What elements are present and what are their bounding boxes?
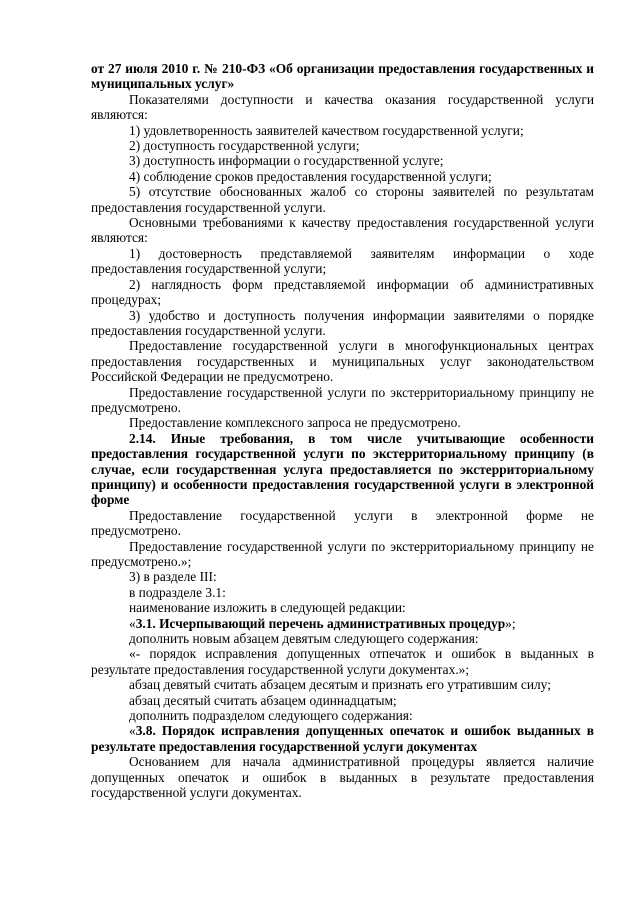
paragraph: Предоставление государственной услуги по экстерриториальному принципу не предусмотрено. [91, 384, 594, 415]
paragraph: 3) доступность информации о государственной услуге; [129, 153, 444, 169]
paragraph: абзац девятый считать абзацем десятым и признать его утратившим силу; [129, 677, 551, 693]
paragraph [91, 616, 594, 631]
paragraph: от 27 июля 2010 г. № 210-ФЗ «Об организации предоставления государственных и муниципальных услуг» [91, 61, 594, 92]
paragraph: 5) отсутствие обоснованных жалоб со стороны заявителей по результатам предоставления государственной услуги. [91, 184, 594, 215]
paragraph: 4) соблюдение сроков предоставления государственной услуги; [129, 168, 492, 184]
paragraph: в подразделе 3.1: [129, 584, 226, 600]
paragraph: 2) наглядность форм представляемой информации об административных процедурах; [91, 276, 594, 308]
paragraph: 1) удовлетворенность заявителей качеством государственной услуги; [129, 122, 524, 138]
document-body [91, 61, 594, 801]
paragraph: «- порядок исправления допущенных отпечаток и ошибок в выданных в результате предоставления государственной услуги документах.»; [91, 646, 594, 677]
paragraph: Основанием для начала административной процедуры является наличие допущенных опечаток и ошибок в выданных в результате предоставления государственной услуги документах. [91, 754, 594, 801]
paragraph: дополнить новым абзацем девятым следующего содержания: [129, 631, 479, 647]
paragraph: 2.14. Иные требования, в том числе учитывающие особенности предоставления государственной услуги по экстерриториальному принципу (в случае, если государственная услуга предоставляется по экстерриториальному принципу) и особенности предоставления государственной услуги в электронной форме [91, 430, 594, 508]
text-run: »; [505, 615, 516, 631]
paragraph: Предоставление комплексного запроса не предусмотрено. [129, 415, 461, 431]
paragraph: дополнить подразделом следующего содержания: [129, 708, 413, 724]
paragraph: Показателями доступности и качества оказания государственной услуги являются: [91, 91, 594, 123]
paragraph: 1) достоверность представляемой заявителям информации о ходе предоставления государственной услуги; [91, 245, 594, 277]
paragraph: Основными требованиями к качеству предоставления государственной услуги являются: [91, 215, 594, 246]
paragraph: Предоставление государственной услуги в электронной форме не предусмотрено. [91, 507, 594, 539]
paragraph [91, 723, 594, 754]
text-run: 3.8. Порядок исправления допущенных опечаток и ошибок выданных в результате предоставления государственной услуги документах [91, 723, 594, 754]
paragraph: Предоставление государственной услуги по экстерриториальному принципу не предусмотрено.»; [91, 538, 594, 569]
paragraph: 3) удобство и доступность получения информации заявителями о порядке предоставления государственной услуги. [91, 307, 594, 338]
text-run: « [129, 723, 136, 739]
paragraph: 2) доступность государственной услуги; [129, 138, 360, 154]
text-run: « [129, 615, 136, 631]
text-run: 3.1. Исчерпывающий перечень административных процедур [135, 615, 506, 631]
paragraph: наименование изложить в следующей редакции: [129, 600, 406, 616]
paragraph: Предоставление государственной услуги в многофункциональных центрах предоставления государственных и муниципальных услуг законодательством Российской Федерации не предусмотрено. [91, 338, 594, 385]
paragraph: абзац десятый считать абзацем одиннадцатым; [129, 692, 397, 708]
paragraph: 3) в разделе III: [129, 569, 217, 585]
